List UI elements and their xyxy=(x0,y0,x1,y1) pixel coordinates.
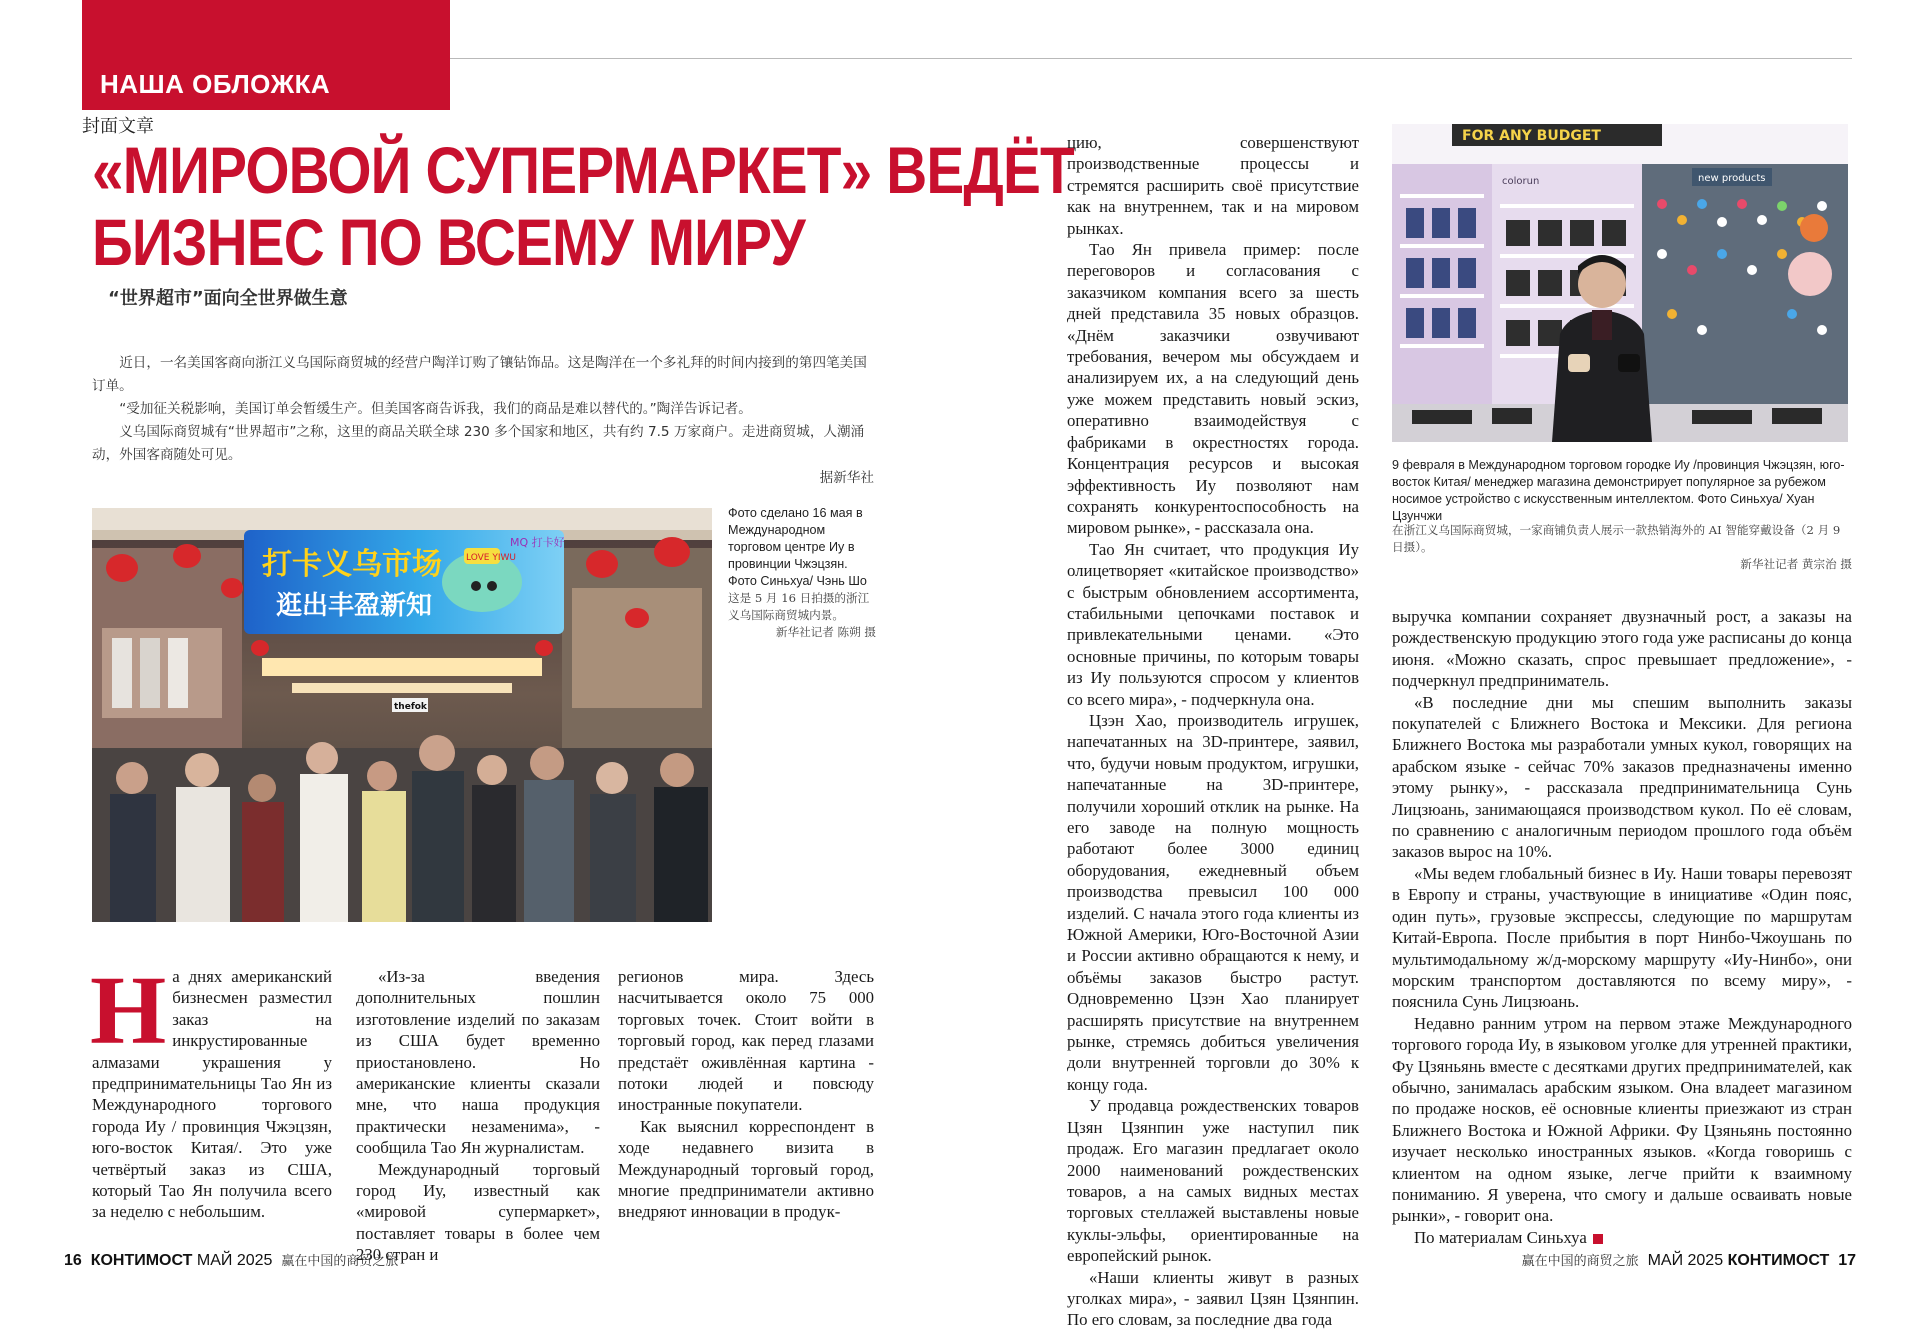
shop-brand-text: colorun xyxy=(1502,176,1540,187)
article-column-1 xyxy=(90,957,332,1223)
shop-photo-caption-zh xyxy=(1392,522,1852,573)
article-column-5 xyxy=(1392,606,1852,1248)
article-paragraph: регионов мира. Здесь насчитывается около 75 000 торговых точек. Стоит войти в торговый город, как перед глазами предстаёт оживлённая картина - потоки людей и повсюду иностранные покупатели. xyxy=(618,967,874,1115)
shop-tag-text: new products xyxy=(1698,173,1766,184)
shop-banner-text: FOR ANY BUDGET xyxy=(1462,128,1601,144)
sign-main-text: 打卡义乌市场 xyxy=(262,547,442,582)
issue-right: МАЙ 2025 xyxy=(1647,1252,1724,1269)
sign-badge-text: LOVE YIWU xyxy=(466,553,516,563)
market-photo-caption-zh xyxy=(728,590,876,641)
shop-photo xyxy=(1392,124,1848,442)
article-paragraph: Недавно ранним утром на первом этаже Международного торгового города Иу, в языковом уголке для утренней практики, Фу Цзяньянь вместе с десятками других предпринимателей, как обычно, занималась арабским языком. Она владеет магазином по продаже носков, её основные клиенты приезжают из стран Ближнего Востока и Южной Африки. Фу Цзяньянь постоянно изучает несколько иностранных языков. «Когда говоришь с клиентом на одном языке, легче прийти к взаимному пониманию. Я уверена, что смогу и дальше осваивать новые рынки», - говорит она. xyxy=(1392,1013,1852,1226)
article-paragraph: Тао Ян считает, что продукция Иу олицетворяет «китайское производство» с быстрым обновлением ассортимента, стабильными цепочками поставок и привлекательными ценами. «Это основные причины, по которым товары из Иу пользуются спросом у клиентов со всего мира», - подчеркнула она. xyxy=(1067,539,1359,709)
article-paragraph: Цзэн Хао, производитель игрушек, напечатанных на 3D-принтере, заявил, что, будучи новым продуктом, игрушки, напечатанные на 3D-принтере, получили хороший отклик на рынке. На его заводе на полную мощность работают более 3000 единиц оборудования, ежедневный объем производства превысил 100 000 изделий. С начала этого года клиенты из Южной Америки, Юго-Восточной Азии и России активно обращаются к нему, и объёмы заказов быстро растут. Одновременно Цзэн Хао планирует расширять присутствие на внутреннем рынке, стремясь добиться увеличения доли внутренней торговли до 30% к концу года. xyxy=(1067,710,1359,1094)
sign-sub-text: 逛出丰盈新知 xyxy=(276,591,433,621)
article-paragraph: «Наши клиенты живут в разных уголках мира», - заявил Цзян Цзянпин. По его словам, за последние два года xyxy=(1067,1267,1359,1330)
article-paragraph: «Мы ведем глобальный бизнес в Иу. Наши товары перевозят в Европу и страны, участвующие в инициативе «Один пояс, один путь», грузовые экспрессы, следующие по маршрутам Китай-Европа. После прибытия в порт Нинбо-Чжоушань по мультимодальному ж/д-морскому маршруту «Иу-Нинбо», они морским транспортом доставляются по всему миру», - пояснила Сунь Лицзюань. xyxy=(1392,863,1852,1012)
market-photo xyxy=(92,508,712,922)
article-column-4 xyxy=(1067,132,1359,1331)
article-paragraph: Как выяснил корреспондент в ходе недавнего визита в Международный торговый город, многие предприниматели активно внедряют инновации в продук- xyxy=(618,1116,874,1222)
article-paragraph: цию, совершенствуют производственные процессы и стремятся расширить своё присутствие как на внутреннем, так и на мировом рынках. xyxy=(1067,133,1359,238)
article-column-3 xyxy=(618,966,874,1223)
drop-cap: Н xyxy=(90,957,167,1065)
article-paragraph-text: а днях американский бизнесмен разместил заказ на инкрустированные алмазами украшения у предпринимательницы Тао Ян из Международного торгового города Иу / провинция Чжэцзян, юго-восток Китая/. Это уже четвёртый заказ из США, который Тао Ян получила всего за неделю с небольшим. xyxy=(92,967,332,1222)
article-paragraph: «В последние дни мы спешим выполнить заказы покупателей с Ближнего Востока и Мексики. Для региона Ближнего Востока мы разработали умных кукол, говорящих на арабском языке - сейчас 70% заказов предназначены именно этому рынку», - рассказала предпринимательница Сунь Лицзюань, занимающаяся производством кукол. По её словам, по сравнению с аналогичным периодом прошлого года объём заказов вырос на 10%. xyxy=(1392,692,1852,862)
magazine-name-left: КОНТИМОСТ xyxy=(90,1252,193,1269)
lead-zh-paragraph: 义乌国际商贸城有“世界超市”之称，这里的商品关联全球 230 多个国家和地区，共有约 7.5 万家商户。走进商贸城，人潮涌动，外国客商随处可见。 xyxy=(92,424,865,463)
headline xyxy=(92,133,1074,279)
article-column-2 xyxy=(356,966,600,1266)
article-paragraph: Международный торговый город Иу, известный как «мировой супермаркет», поставляет товары в более чем 230 стран и xyxy=(356,1159,600,1265)
article-source-line xyxy=(1392,1227,1852,1248)
headline-line-1: «МИРОВОЙ СУПЕРМАРКЕТ» ВЕДЁТ xyxy=(92,133,1074,207)
page-number-left: 16 xyxy=(64,1252,82,1269)
sign-brand-text: MQ 打卡好 xyxy=(510,536,565,549)
market-caption-zh-text: 这是 5 月 16 日拍摄的浙江义乌国际商贸城内景。 xyxy=(728,591,870,622)
shop-sign-text: thefok xyxy=(394,702,427,712)
article-paragraph: Тао Ян привела пример: после переговоров и согласования с заказчиком компания всего за шесть дней представила 35 новых образцов. «Днём заказчики озвучивают требования, вечером мы обсуждаем и анализируем их, а на следующий день уже можем представить новый эскиз, оперативно взаимодействуя с фабриками в окрестностях города. Концентрация ресурсов и высокая эффективность Иу позволяют нам сохранять конкурентоспособность на мировом рынке», - рассказала она. xyxy=(1067,240,1359,538)
end-mark-icon xyxy=(1593,1234,1603,1244)
footer-right xyxy=(1522,1250,1856,1270)
footer-left xyxy=(64,1250,398,1270)
market-caption-zh-credit: 新华社记者 陈朔 摄 xyxy=(775,625,876,639)
slogan-zh-left: 赢在中国的商贸之旅 xyxy=(281,1254,399,1269)
shop-caption-zh-credit: 新华社记者 黄宗治 摄 xyxy=(1740,557,1852,571)
section-label: НАША ОБЛОЖКА xyxy=(100,69,331,99)
magazine-name-right: КОНТИМОСТ xyxy=(1727,1252,1830,1269)
market-photo-caption: Фото сделано 16 мая в Международном торговом центре Иу в провинции Чжэцзян. Фото Синьхуа/ Чэнь Шо xyxy=(728,506,867,588)
lead-zh-source: 据新华社 xyxy=(819,470,874,486)
subtitle-zh: “世界超市”面向全世界做生意 xyxy=(108,288,348,309)
section-label-zh: 封面文章 xyxy=(82,116,154,137)
shop-photo-caption: 9 февраля в Международном торговом городке Иу /провинция Чжэцзян, юго-восток Китая/ менеджер магазина демонстрирует популярное за рубежом носимое устройство с искусственным интеллектом. Фото Синьхуа/ Хуан Цзунчжи xyxy=(1392,458,1845,523)
article-paragraph xyxy=(90,957,332,1223)
slogan-zh-right: 赢在中国的商贸之旅 xyxy=(1521,1254,1639,1269)
article-paragraph: «Из-за введения дополнительных пошлин изготовление изделий по заказам из США будет временно приостановлено. Но американские клиенты сказали мне, что наша продукция практически незаменима», - сообщила Тао Ян журналистам. xyxy=(356,967,600,1158)
lead-zh-paragraph: 近日，一名美国客商向浙江义乌国际商贸城的经营户陶洋订购了镶钻饰品。这是陶洋在一个多礼拜的时间内接到的第四笔美国订单。 xyxy=(92,355,867,394)
headline-line-2: БИЗНЕС ПО ВСЕМУ МИРУ xyxy=(92,205,805,279)
article-source-text: По материалам Синьхуа xyxy=(1414,1227,1587,1247)
shop-caption-zh-text: 在浙江义乌国际商贸城，一家商铺负责人展示一款热销海外的 AI 智能穿戴设备（2 月 9 日摄）。 xyxy=(1392,523,1841,554)
top-divider xyxy=(450,58,1852,59)
page-number-right: 17 xyxy=(1838,1252,1856,1269)
lead-zh xyxy=(92,352,874,490)
article-paragraph: выручка компании сохраняет двузначный рост, а заказы на рождественскую продукцию этого года уже расписаны до конца июня. «Можно сказать, спрос превышает предложение», - подчеркнул предприниматель. xyxy=(1392,607,1852,691)
lead-zh-paragraph: “受加征关税影响，美国订单会暂缓生产。但美国客商告诉我，我们的商品是难以替代的。”陶洋告诉记者。 xyxy=(119,401,752,417)
article-paragraph: У продавца рождественских товаров Цзян Цзянпин уже наступил пик продаж. Его магазин предлагает около 2000 наименований рождественских товаров, а на самых видных местах торговых стеллажей выставлены новые куклы-эльфы, ориентированные на европейский рынок. xyxy=(1067,1096,1359,1266)
issue-left: МАЙ 2025 xyxy=(196,1252,273,1269)
